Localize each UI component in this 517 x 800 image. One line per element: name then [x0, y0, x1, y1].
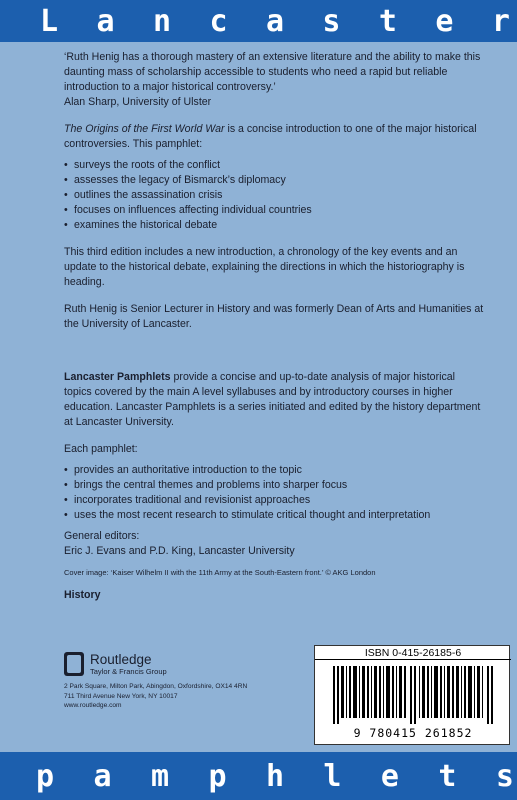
list-item: • outlines the assassination crisis	[64, 188, 484, 203]
address-line: 2 Park Square, Milton Park, Abingdon, Oxfordshire, OX14 4RN	[64, 683, 248, 690]
list-item: • surveys the roots of the conflict	[64, 158, 484, 173]
series-letter: L	[40, 3, 59, 39]
series-letter: s	[322, 3, 341, 39]
book-title: The Origins of the First World War	[64, 123, 225, 135]
publisher-logo-row	[64, 652, 284, 676]
series-name: Lancaster Pamphlets	[64, 371, 171, 383]
series-letter: a	[96, 3, 115, 39]
series-letter: p	[36, 758, 55, 794]
series-letter: e	[380, 758, 399, 794]
list-item: • uses the most recent research to stimulate critical thought and interpretation	[64, 508, 484, 523]
ean-number: 9 780415 261852	[353, 726, 473, 740]
series-letter: m	[150, 758, 170, 794]
series-letter: s	[495, 758, 514, 794]
review-quote	[64, 50, 484, 110]
isbn-label: ISBN 0-415-26185-6	[315, 646, 511, 660]
series-points-list	[64, 463, 484, 523]
pamphlet-points-list	[64, 158, 484, 233]
address-line: www.routledge.com	[64, 702, 122, 709]
list-item: • brings the central themes and problems into sharper focus	[64, 478, 484, 493]
series-title-pamphlets	[36, 752, 514, 800]
series-title-lancaster	[40, 0, 510, 42]
list-item: • focuses on influences affecting individual countries	[64, 203, 484, 218]
intro-rest: is a concise introduction to one of the major historical controversies. This pamphlet:	[64, 123, 477, 150]
routledge-logo-icon	[64, 652, 84, 676]
list-item: • assesses the legacy of Bismarck’s diplomacy	[64, 173, 484, 188]
publisher-address	[64, 682, 284, 711]
series-letter: l	[323, 758, 342, 794]
list-item: • provides an authoritative introduction to the topic	[64, 463, 484, 478]
list-item: • examines the historical debate	[64, 218, 484, 233]
series-letter: a	[93, 758, 112, 794]
series-letter: n	[152, 3, 172, 39]
edition-paragraph: This third edition includes a new introduction, a chronology of the key events and an update to the historical debate, explaining the directions in which the historiography is heading.	[64, 246, 465, 288]
editors-label: General editors:	[64, 530, 140, 542]
series-letter: p	[208, 758, 227, 794]
publisher-block	[64, 652, 284, 711]
series-paragraph	[64, 370, 484, 430]
isbn-barcode-box	[314, 645, 510, 745]
list-item: • incorporates traditional and revisionist approaches	[64, 493, 484, 508]
editors-names: Eric J. Evans and P.D. King, Lancaster University	[64, 545, 295, 557]
subject-label: History	[64, 589, 101, 601]
series-description: provide a concise and up-to-date analysis of major historical topics covered by the main A level syllabuses and by introductory courses in higher education. Lancaster Pamphlets is a series initiated and edited by the history department at Lancaster University.	[64, 371, 481, 428]
quote-attribution: Alan Sharp, University of Ulster	[64, 96, 212, 108]
series-letter: r	[491, 3, 510, 39]
series-letter: e	[435, 3, 454, 39]
series-letter: t	[438, 758, 457, 794]
series-letter: h	[265, 758, 284, 794]
series-letter: t	[378, 3, 397, 39]
intro-paragraph	[64, 122, 484, 152]
series-letter: a	[265, 3, 284, 39]
quote-text: ‘Ruth Henig has a thorough mastery of an extensive literature and the ability to make this daunting mass of scholarship accessible to students who need a rapid but reliable introduction to a major historical controversy.’	[64, 51, 481, 93]
publisher-group: Taylor & Francis Group	[90, 667, 167, 676]
series-letter: c	[209, 3, 228, 39]
barcode-icon	[333, 666, 493, 724]
author-paragraph: Ruth Henig is Senior Lecturer in History and was formerly Dean of Arts and Humanities at the University of Lancaster.	[64, 303, 484, 330]
each-pamphlet-label: Each pamphlet:	[64, 443, 138, 455]
address-line: 711 Third Avenue New York, NY 10017	[64, 692, 178, 700]
publisher-name: Routledge	[90, 652, 152, 667]
cover-image-credit: Cover image: ‘Kaiser Wilhelm II with the 11th Army at the South-Eastern front.’ © AKG London	[64, 568, 376, 577]
back-cover-text	[64, 50, 484, 603]
